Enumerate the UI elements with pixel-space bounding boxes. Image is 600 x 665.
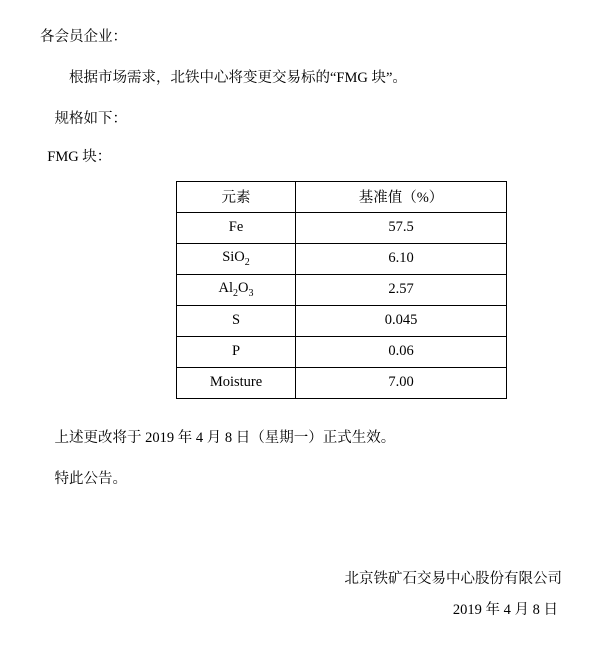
table-row [177, 305, 507, 336]
table-row [177, 336, 507, 367]
effective-notice: 上述更改将于 2019 年 4 月 8 日（星期一）正式生效。 [54, 429, 396, 446]
cell-value: 6.10 [296, 243, 507, 274]
table-row [177, 243, 507, 274]
spec-intro-paragraph: 规格如下： [54, 111, 127, 128]
cell-value: 7.00 [296, 367, 507, 398]
closing-block [40, 427, 560, 491]
cell-element: S [177, 305, 296, 336]
cell-element: SiO$_2$ [177, 243, 296, 274]
cell-element: $Al_2O_3$ [177, 274, 296, 305]
subscript: 2 [244, 257, 250, 269]
cell-value: 2.57 [296, 274, 507, 305]
table-header-row [177, 181, 507, 212]
specification-table [176, 181, 507, 399]
cell-element: Moisture [177, 367, 296, 398]
cell-value: 57.5 [296, 212, 507, 243]
subscript: 3 [248, 288, 254, 300]
intro-paragraph: 根据市场需求，北铁中心将变更交易标的“FMG 块”。 [69, 70, 407, 87]
salutation: 各会员企业： [40, 29, 127, 45]
product-label: FMG 块： [47, 148, 112, 165]
signature-date: 2019 年 4 月 8 日 [452, 601, 558, 618]
signature-block [345, 564, 563, 625]
subscript: 2 [233, 288, 238, 300]
closing-statement: 特此公告。 [54, 470, 127, 487]
cell-element: Fe [177, 212, 296, 243]
signature-organization: 北京铁矿石交易中心股份有限公司 [344, 571, 562, 588]
cell-value: 0.06 [296, 336, 507, 367]
column-header-value: 基准值（%） [296, 181, 507, 212]
cell-element: P [177, 336, 296, 367]
table-row [177, 212, 507, 243]
cell-value: 0.045 [296, 305, 507, 336]
table-row [177, 367, 507, 398]
table-row [177, 274, 507, 305]
column-header-element: 元素 [177, 181, 296, 212]
